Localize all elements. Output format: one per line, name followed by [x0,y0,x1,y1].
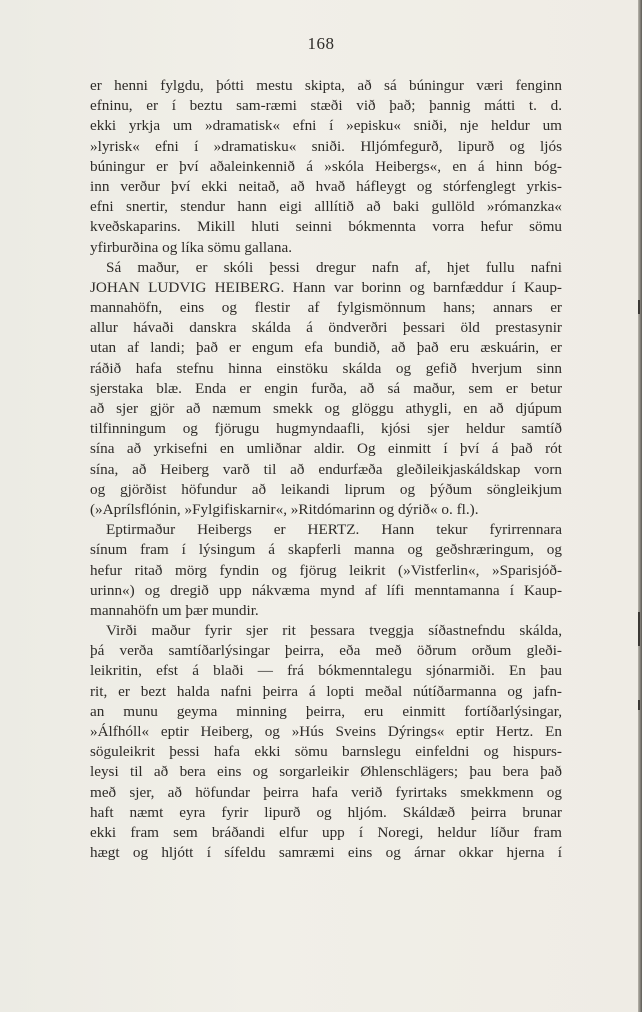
body-text [90,76,562,863]
edge-mark [638,700,640,710]
text-line: hefur ritað mörg fyndin og fjörug leikrit (»Vistferlin«, »Sparisjóð- [90,561,562,579]
text-line: leysi til að bera eins og sorgarleikir Øhlenschlägers; þau bera það [90,763,562,781]
text-line: ekki fram sem bráðandi elfur upp í Noregi, heldur líður fram [90,823,562,841]
text-line: haft næmt eyra fyrir lipurð og hljóm. Skáldæð þeirra brunar [90,803,562,821]
text-line: JOHAN LUDVIG HEIBERG. Hann var borinn og barnfæddur í Kaup- [90,278,562,296]
text-line: kveðskaparins. Mikill hluti seinni bókmennta vorra hefur sömu [90,218,562,236]
text-line: mannahöfn um þær mundir. [90,601,259,619]
text-line: söguleikrit þessi hafa ekki sömu barnslegu einfeldni og hispurs- [90,743,562,761]
text-line: yfirburðina og líka sömu gallana. [90,238,293,256]
text-line: með sjer, að höfundar þeirra hafa verið fyrirtaks smekkmenn og [90,783,562,801]
text-line: Virði maður fyrir sjer rit þessara tveggja síðastnefndu skálda, [106,622,562,640]
text-line: sínum fram í lýsingum á skapferli manna og geðshræringum, og [90,541,562,559]
text-line: (»Aprílsflónin, »Fylgifiskarnir«, »Ritdómarinn og dýrið« o. fl.). [90,500,479,518]
text-line: efni snertir, stendur hann eigi alllítið að baki gullöld »rómanzka« [90,198,562,216]
text-line: urinn«) og dregið upp nákvæma mynd af lífi menntamanna í Kaup- [90,581,562,599]
edge-mark [638,300,640,314]
text-line: hægt og hljótt í sífeldu samræmi eins og árnar okkar hjerna í [90,844,562,862]
text-line: »Álfhóll« eptir Heiberg, og »Hús Sveins Dýrings« eptir Hertz. En [90,723,562,740]
text-line: sjerstaka blæ. Enda er engin furða, að sá maður, sem er betur [90,379,562,397]
text-line: Sá maður, er skóli þessi dregur nafn af, hjet fullu nafni [106,258,562,276]
text-line: að sjer gjör að næmum smekk og glöggu athygli, en að djúpum [90,400,562,417]
text-line: er henni fylgdu, þótti mestu skipta, að sá búningur væri fenginn [90,77,562,94]
text-line: sína, að Heiberg varð til að endurfæða gleðileikjaskáldskap vorn [90,460,562,478]
text-line: sína að yrkisefni en umliðnar aldir. Og einmitt í því á það rót [90,440,562,458]
text-line: rit, er bezt halda nafni þeirra á lopti meðal nútíðarmanna og jafn- [90,682,562,700]
page-edge-shadow [638,0,642,1012]
text-line: »lyrisk« efni í »dramatisku« sniði. Hljómfegurð, lipurð og ljós [90,137,562,155]
edge-mark [638,612,640,646]
text-line: búningur er því aðaleinkennið á »skóla Heibergs«, en á hinn bóg- [90,157,562,175]
text-line: inn verður því ekki neitað, að hvað háfleygt og stórfenglegt yrkis- [90,177,562,195]
text-line: tilfinningum og fjörugu hugmyndaafli, kjósi sjer heldur samtíð [90,420,562,438]
text-line: þá verða samtíðarlýsingar þeirra, eða með öðrum orðum gleði- [90,642,562,660]
text-line: allur hávaði danskra skálda á öndverðri þessari öld prestasynir [90,319,562,337]
text-line: efninu, er í beztu sam-ræmi stæði við það; þannig mátti t. d. [90,97,562,115]
text-line: ráðið hafa stefnu hinna einstöku skálda og gefið hverjum sinn [90,359,562,377]
text-line: utan af landi; það er engum efa bundið, að það eru æskuárin, er [90,339,562,357]
text-line: Eptirmaður Heibergs er HERTZ. Hann tekur fyrirrennara [106,521,562,539]
text-line: an munu geyma minning þeirra, eru einmitt fortíðarlýsingar, [90,702,562,720]
text-line: mannahöfn, eins og flestir af fylgismönnum hans; annars er [90,299,562,317]
text-line: og gjörðist höfundur að leikandi liprum og þýðum söngleikjum [90,480,562,498]
page-number: 168 [307,34,335,53]
text-line: leikritin, efst á blaði — frá bókmenntalegu sjónarmiði. En þau [90,662,562,680]
text-line: ekki yrkja um »dramatisk« efni í »episku« sniði, nje heldur um [90,117,562,135]
